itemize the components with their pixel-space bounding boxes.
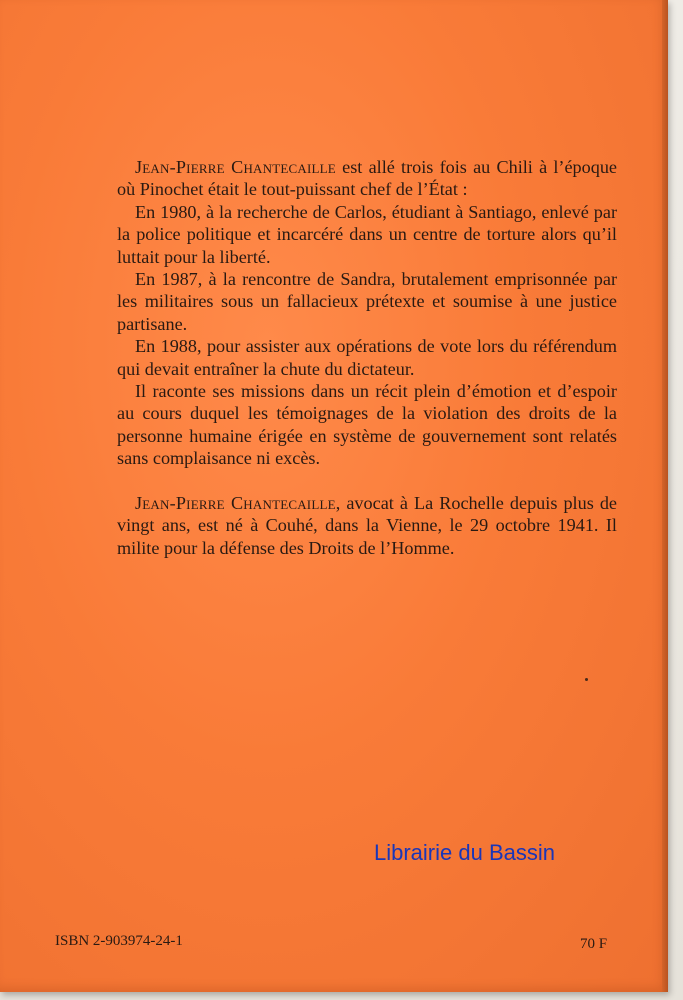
author-bio — [117, 492, 617, 559]
blurb-paragraph-summary: Il raconte ses missions dans un récit plein d’émotion et d’espoir au cours duquel les témoignages de la violation des droits de la personne humaine érigée en système de gouvernement sont relatés sans complaisance ni excès. — [117, 381, 617, 469]
bio-author-name: Jean-Pierre Chantecaille — [135, 492, 336, 513]
blurb-intro-text: est allé trois fois au Chili à l’époque où Pinochet était le tout-puissant chef de l’État : — [117, 157, 617, 200]
blurb-paragraph-1987: En 1987, à la rencontre de Sandra, brutalement emprisonnée par les militaires sous un fallacieux prétexte et soumise à une justice partisane. — [117, 269, 617, 334]
blurb-paragraph-intro — [117, 156, 617, 201]
bio-text: , avocat à La Rochelle depuis plus de vingt ans, est né à Couhé, dans la Vienne, le 29 octobre 1941. Il milite pour la défense des Droits de l’Homme. — [117, 492, 617, 558]
price-label: 70 F — [580, 936, 608, 952]
blurb-paragraph-1988: En 1988, pour assister aux opérations de vote lors du référendum qui devait entraîner la chute du dictateur. — [117, 336, 617, 379]
print-speck — [585, 678, 588, 681]
author-name: Jean-Pierre Chantecaille — [135, 157, 336, 177]
cover-edge — [662, 0, 668, 992]
back-cover-blurb — [117, 156, 617, 559]
isbn-number: ISBN 2-903974-24-1 — [55, 933, 183, 949]
seller-watermark: Librairie du Bassin — [374, 840, 555, 865]
blurb-paragraph-1980: En 1980, à la recherche de Carlos, étudiant à Santiago, enlevé par la police politique et incarcéré dans un centre de torture alors qu’il luttait pour la liberté. — [117, 201, 617, 267]
